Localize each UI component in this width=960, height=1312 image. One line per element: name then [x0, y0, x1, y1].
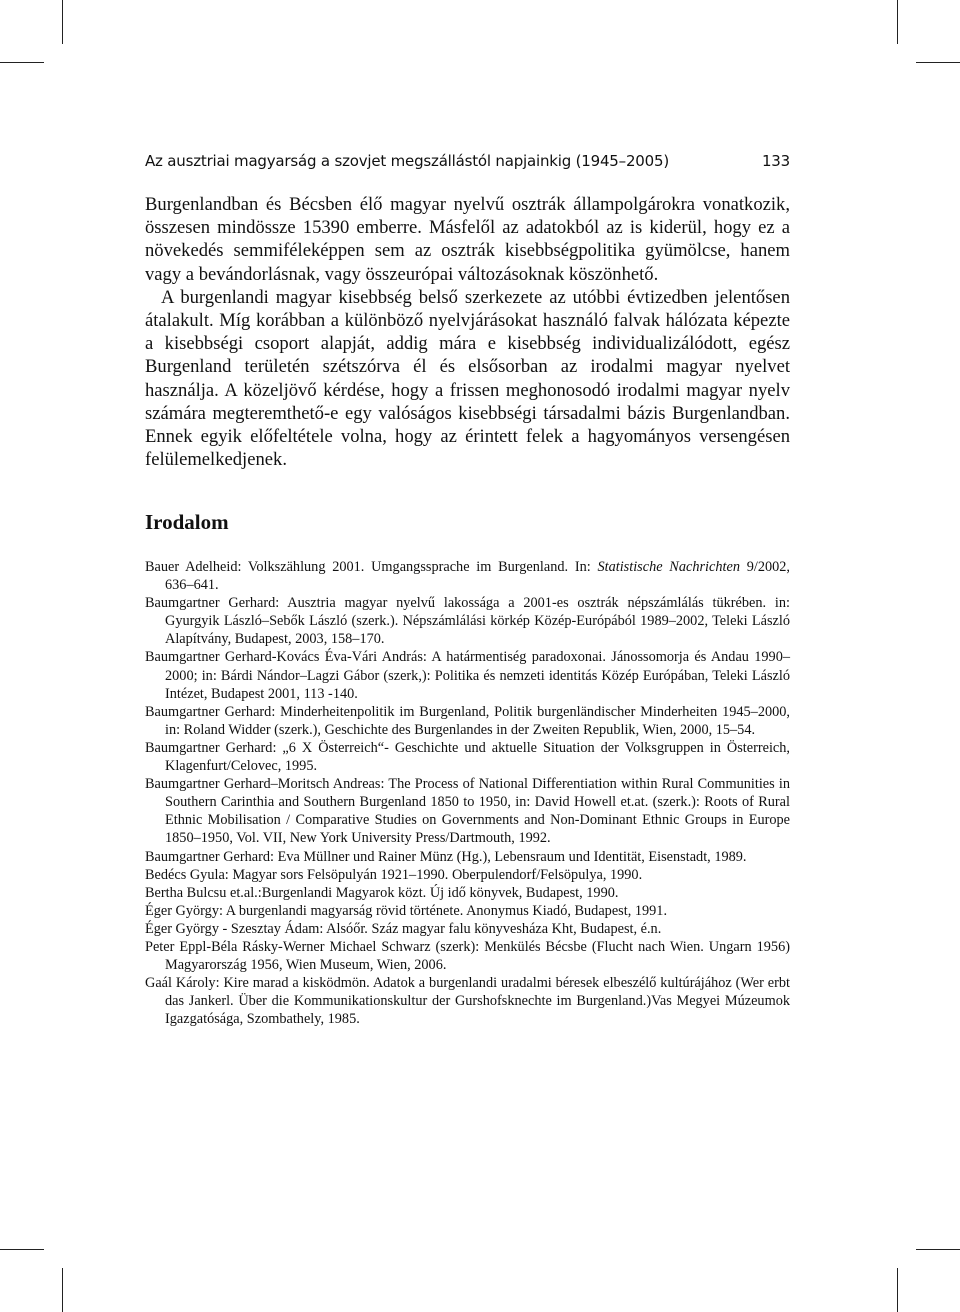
body-text [145, 193, 790, 471]
entry-italic-title: Statistische Nachrichten [597, 559, 740, 575]
bibliography-entry [145, 558, 790, 594]
running-title: Az ausztriai magyarság a szovjet megszállástól napjainkig (1945–2005) [145, 152, 669, 170]
entry-text-tail: 9/2002, 636–641. [165, 559, 790, 594]
entry-text: Éger György - Szesztay Ádam: Alsóőr. Száz magyar falu könyvesháza Kht, Budapest, é.n. [145, 920, 662, 937]
running-header [145, 150, 790, 176]
crop-mark-bottom-right-vertical [897, 1268, 898, 1312]
entry-text: Baumgartner Gerhard: Minderheitenpolitik im Burgenland, Politik burgenländischer Minderheiten 1945–2000, in: Roland Widder (szerk.), Geschichte des Burgenlandes in der Zweiten Republik, Wien, 2000, 15–54. [145, 703, 790, 738]
entry-text: Baumgartner Gerhard-Kovács Éva-Vári András: A határmentiség paradoxonai. Jánossomorja és Andau 1990–2000; in: Bárdi Nándor–Lagzi Gábor (szerk,): Politika és nemzeti identitás Közép Európában, Teleki László Intézet, Budapest 2001, 113 -140. [145, 649, 790, 702]
bibliography-entry [145, 703, 790, 739]
entry-text: Bauer Adelheid: Volkszählung 2001. Umgangssprache im Burgenland. In: [145, 559, 598, 575]
bibliography-entry [145, 594, 790, 648]
crop-mark-bottom-right-horizontal [916, 1249, 960, 1250]
bibliography-entry [145, 648, 790, 702]
bibliography-list [145, 558, 790, 1028]
paragraph: A burgenlandi magyar kisebbség belső szerkezete az utóbbi évtizedben jelentősen átalakult. Míg korábban a különböző nyelvjárásokat használó falvak hálózata képezte a kisebbségi csoport alapját, addig mára e kisebbség individualizálódott, egész Burgenland területén szétszórva él és elsősorban az irodalmi magyar nyelvet használja. A közeljövő kérdése, hogy a frissen meghonosodó irodalmi magyar nyelv számára megteremthető-e egy valóságos kisebbségi társadalmi bázis Burgenlandban. Ennek egyik előfeltétele volna, hogy az érintett felek a hagyományos versengésen felülemelkedjenek. [145, 286, 790, 471]
bibliography-entry [145, 974, 790, 1028]
crop-mark-bottom-left-horizontal [0, 1249, 44, 1250]
bibliography-entry [145, 920, 790, 938]
entry-text: Bedécs Gyula: Magyar sors Felsöpulyán 1921–1990. Oberpulendorf/Felsöpulya, 1990. [145, 866, 643, 883]
crop-mark-top-left-vertical [62, 0, 63, 44]
bibliography-entry [145, 739, 790, 775]
page-number: 133 [761, 152, 790, 170]
bibliography-entry [145, 866, 790, 884]
entry-text: Peter Eppl-Béla Rásky-Werner Michael Schwarz (szerk): Menkülés Bécsbe (Flucht nach Wien. Ungarn 1956) Magyarország 1956, Wien Museum, Wien, 2006. [145, 938, 790, 974]
entry-text: Baumgartner Gerhard–Moritsch Andreas: The Process of National Differentiation within Rural Communities in Southern Carinthia and Southern Burgenland 1850 to 1950, in: David Howell et.at. (szerk.): Roots of Rural Ethnic Mobilisation / Comparative Studies on Governments and Non-Dominant Ethnic Groups in Europe 1850–1950, Vol. VII, New York University Press/Dartmouth, 1992. [145, 776, 790, 847]
entry-text: Bertha Bulcsu et.al.:Burgenlandi Magyarok közt. Új idő könyvek, Budapest, 1990. [145, 884, 619, 901]
entry-text: Baumgartner Gerhard: Ausztria magyar nyelvű lakossága a 2001-es osztrák népszámlálás tükrében. in: Gyurgyik László–Sebők László (szerk.). Népszámlálási körkép Közép-Európából 1989–2002, Teleki László Alapítvány, Budapest, 2003, 158–170. [145, 595, 790, 648]
crop-mark-top-right-vertical [897, 0, 898, 44]
crop-mark-top-right-horizontal [916, 62, 960, 63]
entry-text: Baumgartner Gerhard: „6 X Österreich“- Geschichte und aktuelle Situation der Volksgruppen in Österreich, Klagenfurt/Celovec, 1995. [145, 739, 790, 775]
bibliography-entry [145, 775, 790, 847]
crop-mark-top-left-horizontal [0, 62, 44, 63]
bibliography-entry [145, 848, 790, 866]
section-heading: Irodalom [145, 510, 229, 534]
bibliography-entry [145, 902, 790, 920]
entry-text: Baumgartner Gerhard: Eva Müllner und Rainer Münz (Hg.), Lebensraum und Identität, Eisenstadt, 1989. [145, 848, 747, 865]
entry-text: Gaál Károly: Kire marad a kisködmön. Adatok a burgenlandi uradalmi béresek elbeszélő kultúrájához (Wer erbt das Jankerl. Über die Kommunikationskultur der Gurshofsknechte im Burgenland.)Vas Megyei Múzeumok Igazgatósága, Szombathely, 1985. [145, 975, 790, 1028]
crop-mark-bottom-left-vertical [62, 1268, 63, 1312]
bibliography-entry [145, 884, 790, 902]
entry-text: Éger György: A burgenlandi magyarság rövid története. Anonymus Kiadó, Budapest, 1991. [145, 902, 668, 919]
bibliography-entry [145, 938, 790, 974]
paragraph: Burgenlandban és Bécsben élő magyar nyelvű osztrák állampolgárokra vonatkozik, összesen mindössze 15390 emberre. Másfelől az adatokból az is kiderül, hogy ez a növekedés semmiféleképpen sem az osztrák kisebbségpolitika gyümölcse, hanem vagy a bevándorlásnak, vagy összeurópai változásoknak köszönhető. [145, 194, 790, 285]
